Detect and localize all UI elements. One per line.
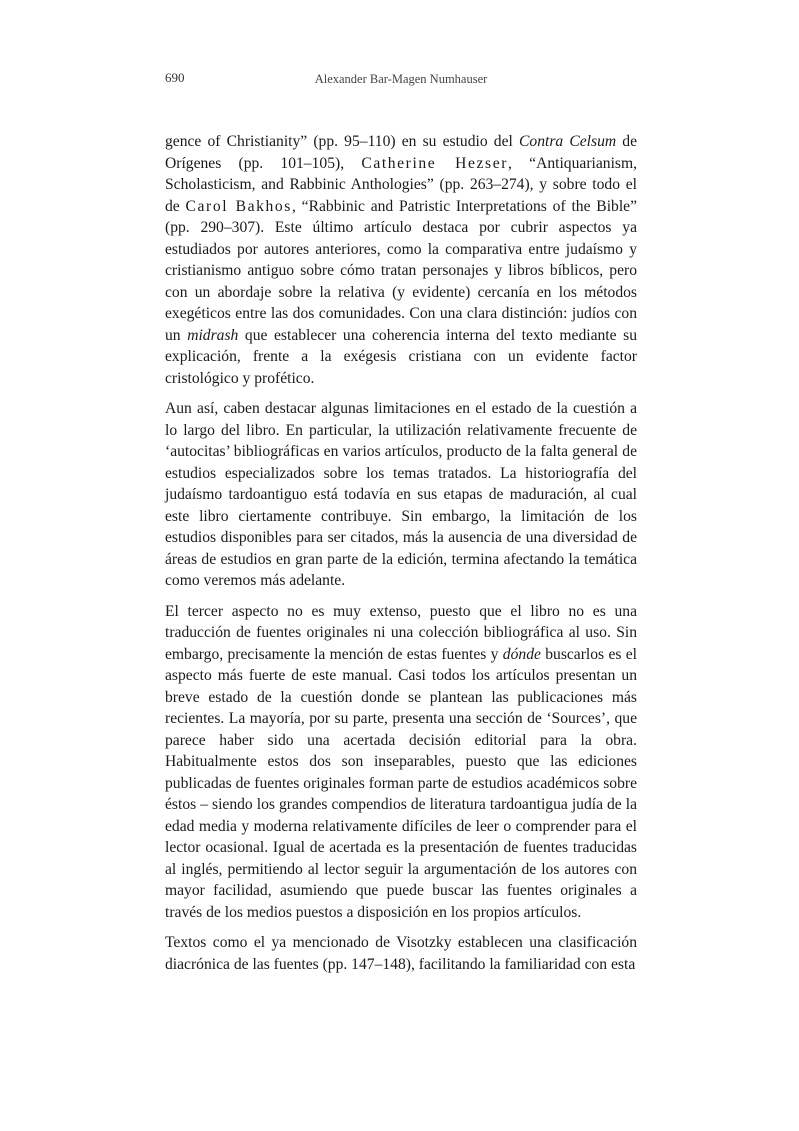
paragraph-4 (165, 932, 637, 975)
text-segment: El tercer aspecto no es muy extenso, puesto que el libro no es una traducción de fuentes originales ni una colección bibliográfica al uso. Sin embargo, precisamente la mención de estas fuentes y (165, 602, 637, 663)
italic-term-midrash: midrash (187, 326, 239, 344)
paragraph-1 (165, 131, 637, 389)
paragraph-2 (165, 398, 637, 592)
text-segment: , “Rabbinic and Patristic Interpretations of the Bible” (pp. 290–307). Este último artículo destaca por cubrir aspectos ya estudiados por autores anteriores, como la comparativa entre judaísmo y cristianismo antiguo sobre cómo tratan personajes y libros bíblicos, pero con un abordaje sobre la relativa (y evidente) cercanía en los métodos exegéticos entre las dos comunidades. Con una clara distinción: judíos con un (165, 197, 638, 344)
text-segment: de Orígenes (pp. 101–105), (165, 133, 637, 172)
italic-title-contra-celsum: Contra Celsum (519, 133, 617, 150)
author-name-bakhos: Carol Bakhos (185, 197, 292, 215)
author-name-hezser: Catherine Hezser (361, 154, 509, 172)
italic-term-donde: dónde (502, 645, 541, 663)
body-text (165, 131, 637, 984)
running-head: Alexander Bar-Magen Numhauser (314, 72, 488, 86)
text-segment: buscarlos es el aspecto más fuerte de este manual. Casi todos los artículos presentan un breve estado de la cuestión donde se plantean las publicaciones más recientes. La mayoría, por su parte, presenta una sección de ‘Sources’, que parece haber sido una acertada decisión editorial para la obra. Habitualmente estos dos son inseparables, puesto que las ediciones publicadas de fuentes originales forman parte de estudios académicos sobre éstos – siendo los grandes compendios de literatura tardoantigua judía de la edad media y moderna relativamente difíciles de leer o comprender para el lector ocasional. Igual de acertada es la presentación de fuentes traducidas al inglés, permitiendo al lector seguir la argumentación de los autores con mayor facilidad, asumiendo que puede buscar las fuentes originales a través de los medios puestos a disposición en los propios artículos. (165, 645, 638, 921)
text-segment: , “Antiquarianism, Scholasticism, and Rabbinic Anthologies” (pp. 263–274), y sobre todo el de (165, 154, 637, 215)
page-header (165, 70, 637, 90)
text-segment: Aun así, caben destacar algunas limitaciones en el estado de la cuestión a lo largo del libro. En particular, la utilización relativamente frecuente de ‘autocitas’ bibliográficas en varios artículos, producto de la falta general de estudios especializados sobre los temas tratados. La historiografía del judaísmo tardoantiguo está todavía en sus etapas de maduración, al cual este libro ciertamente contribuye. Sin embargo, la limitación de los estudios disponibles para ser citados, más la ausencia de una diversidad de áreas de estudios en gran parte de la edición, termina afectando la temática como veremos más adelante. (165, 400, 637, 589)
text-segment: que establecer una coherencia interna del texto mediante su explicación, frente a la exégesis cristiana con un evidente factor cristológico y profético. (165, 326, 637, 387)
page-number: 690 (165, 70, 185, 85)
text-segment: Textos como el ya mencionado de Visotzky establecen una clasificación diacrónica de las fuentes (pp. 147–148), facilitando la familiaridad con esta (165, 934, 637, 973)
paragraph-3 (165, 601, 637, 924)
text-segment: gence of Christianity” (pp. 95–110) en su estudio del (165, 133, 519, 150)
